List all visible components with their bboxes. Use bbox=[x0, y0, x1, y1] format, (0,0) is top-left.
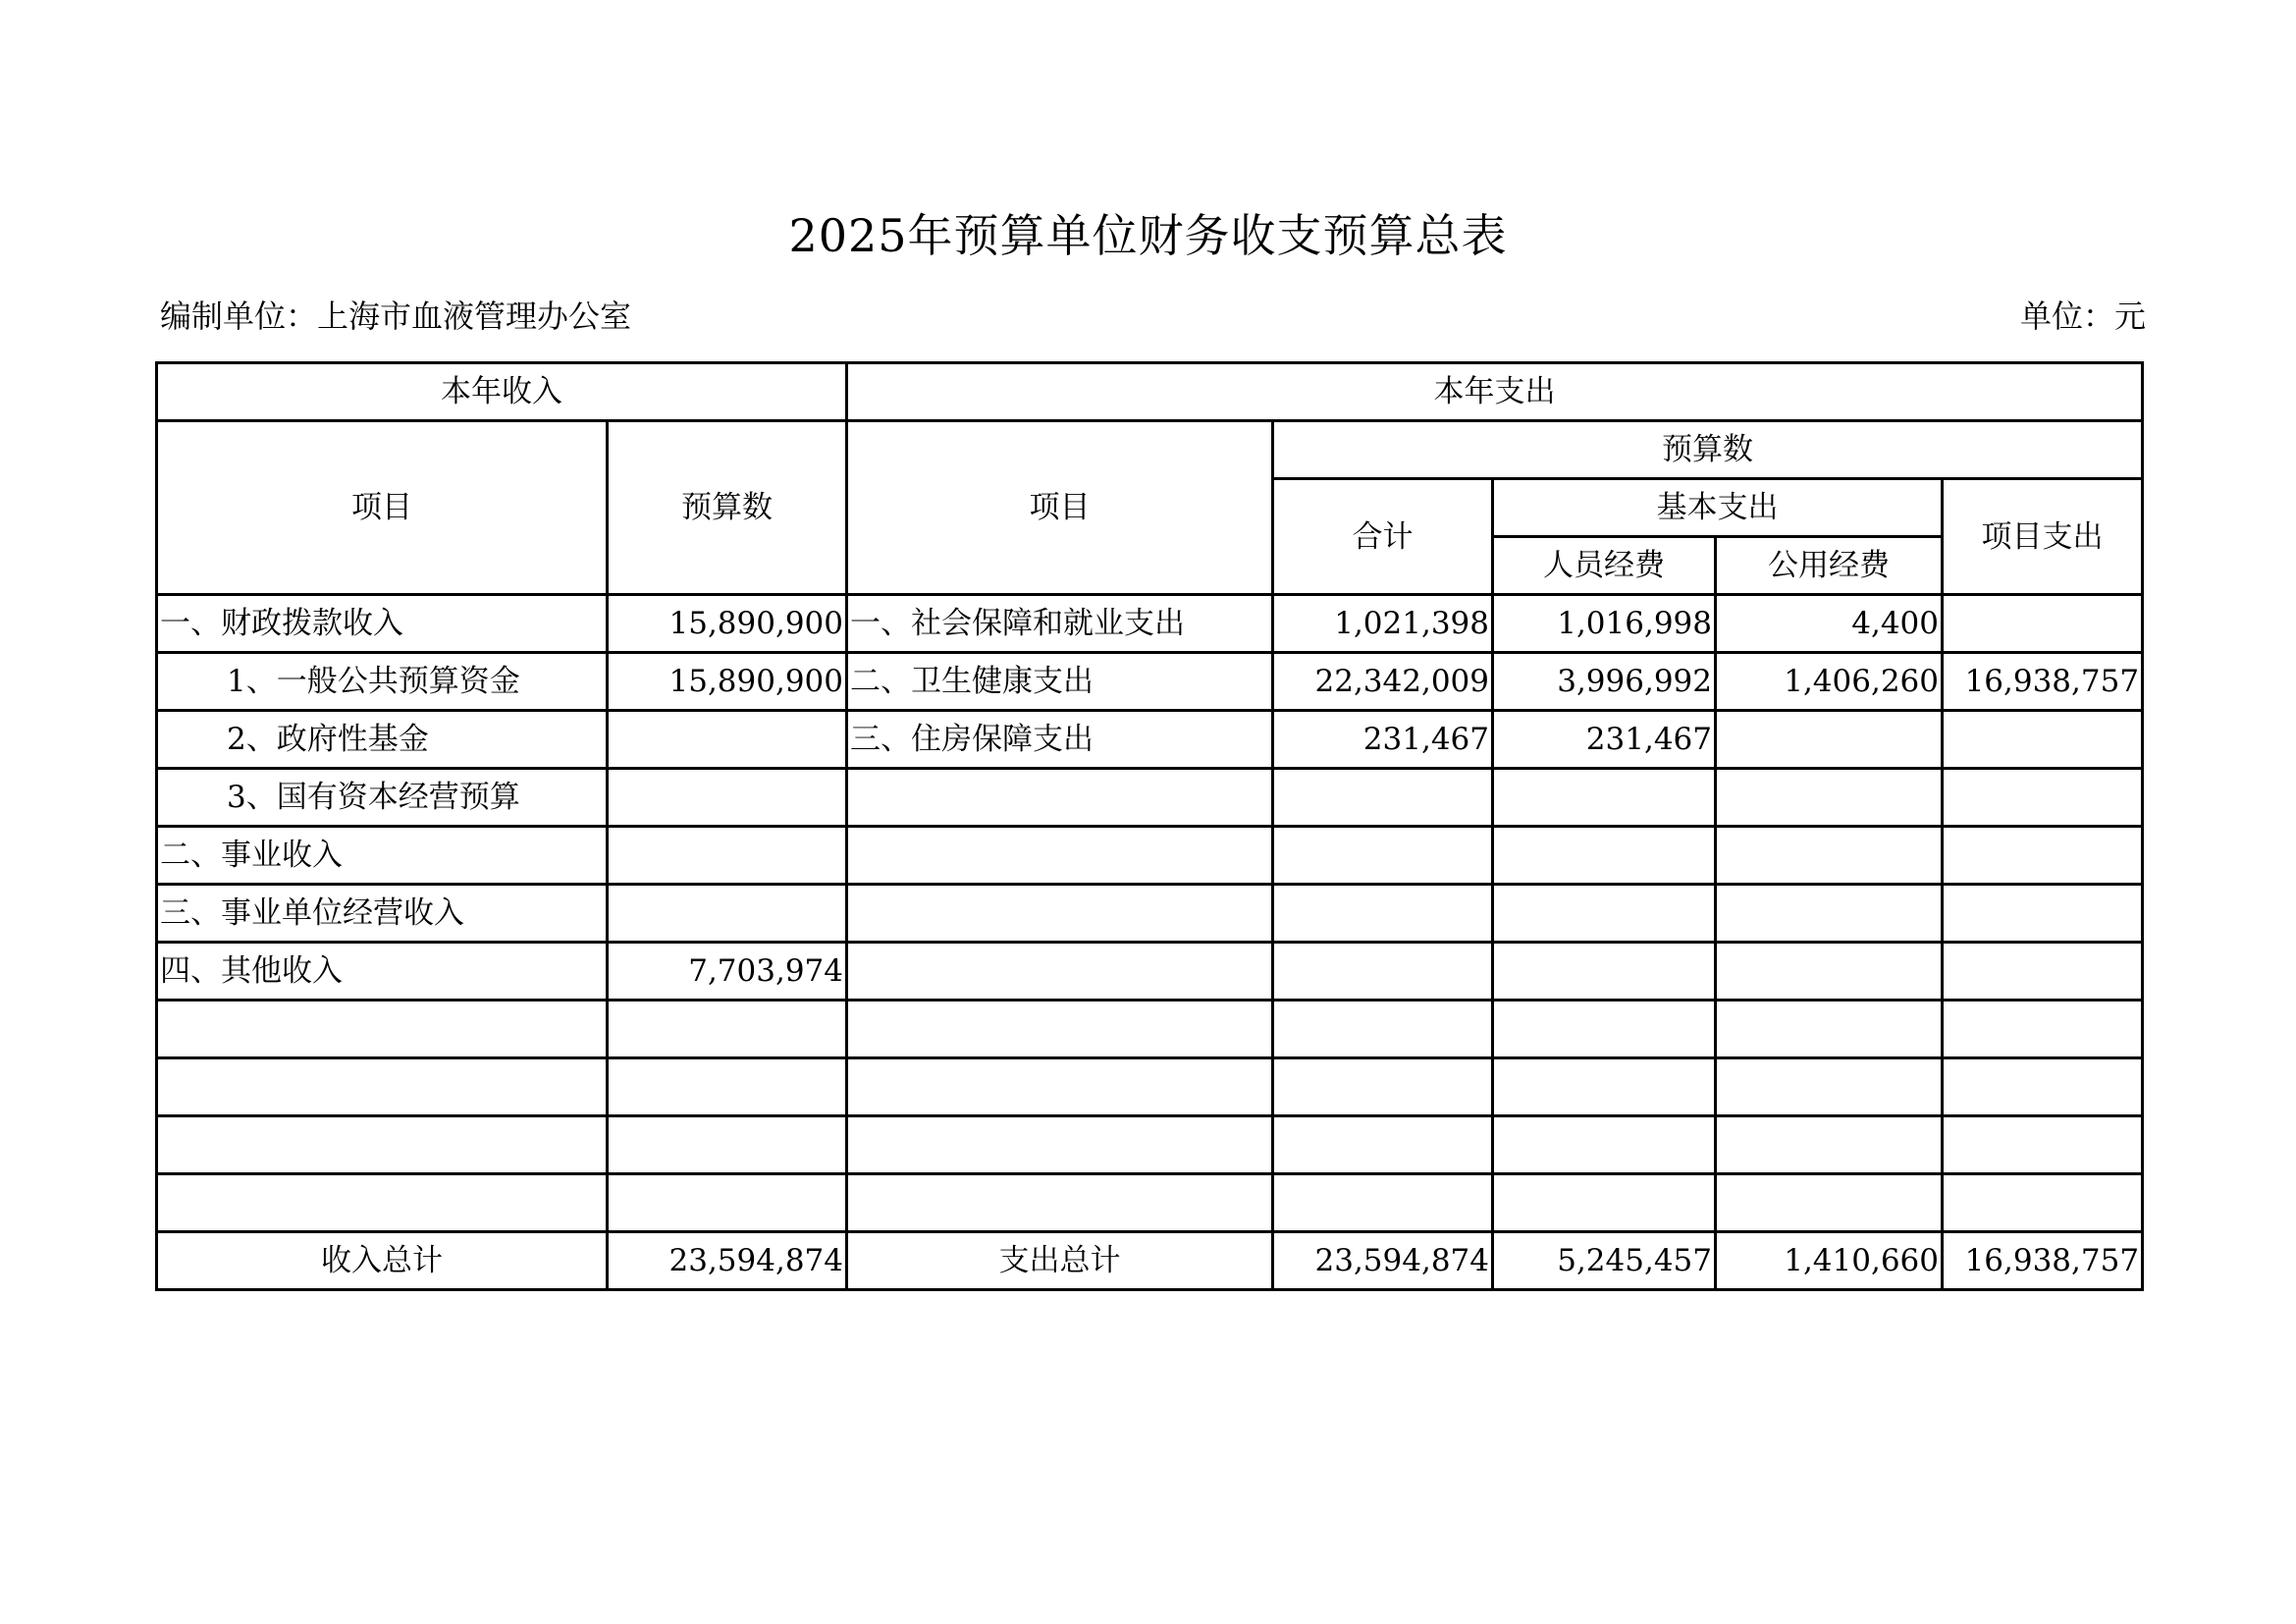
personnel-cell: 231,467 bbox=[1493, 711, 1716, 769]
income-amount-cell bbox=[608, 885, 847, 943]
project-cell bbox=[1943, 943, 2143, 1001]
personnel-cell: 3,996,992 bbox=[1493, 653, 1716, 711]
income-item-cell: 二、事业收入 bbox=[157, 827, 608, 885]
table-row bbox=[157, 943, 2143, 1001]
expense-item-header: 项目 bbox=[847, 421, 1273, 595]
project-cell bbox=[1943, 1058, 2143, 1116]
expense-item-cell bbox=[847, 943, 1273, 1001]
table-row bbox=[157, 1001, 2143, 1058]
public-cell bbox=[1716, 885, 1943, 943]
org-label: 编制单位：上海市血液管理办公室 bbox=[160, 298, 632, 335]
income-amount-cell: 15,890,900 bbox=[608, 595, 847, 653]
expense-item-cell bbox=[847, 1058, 1273, 1116]
expense-total-cell bbox=[1273, 827, 1493, 885]
expense-item-cell: 一、社会保障和就业支出 bbox=[847, 595, 1273, 653]
public-total: 1,410,660 bbox=[1716, 1232, 1943, 1290]
income-amount-cell bbox=[608, 769, 847, 827]
expense-total-cell: 231,467 bbox=[1273, 711, 1493, 769]
table-row bbox=[157, 653, 2143, 711]
personnel-cell bbox=[1493, 769, 1716, 827]
project-cell bbox=[1943, 827, 2143, 885]
expense-total-cell bbox=[1273, 1116, 1493, 1174]
personnel-cell bbox=[1493, 827, 1716, 885]
project-cell bbox=[1943, 1116, 2143, 1174]
personnel-cell bbox=[1493, 885, 1716, 943]
expense-item-cell bbox=[847, 1001, 1273, 1058]
personnel-cell bbox=[1493, 943, 1716, 1001]
personnel-cell bbox=[1493, 1116, 1716, 1174]
project-expense-header: 项目支出 bbox=[1943, 479, 2143, 595]
income-item-cell: 一、财政拨款收入 bbox=[157, 595, 608, 653]
project-cell bbox=[1943, 711, 2143, 769]
table-row bbox=[157, 595, 2143, 653]
project-cell bbox=[1943, 1001, 2143, 1058]
personnel-cell: 1,016,998 bbox=[1493, 595, 1716, 653]
project-cell bbox=[1943, 1174, 2143, 1232]
income-budget-header: 预算数 bbox=[608, 421, 847, 595]
public-cell bbox=[1716, 1001, 1943, 1058]
expense-item-cell bbox=[847, 1116, 1273, 1174]
income-item-cell bbox=[157, 1174, 608, 1232]
expense-total-label: 支出总计 bbox=[847, 1232, 1273, 1290]
expense-item-cell: 三、住房保障支出 bbox=[847, 711, 1273, 769]
expense-total-cell: 22,342,009 bbox=[1273, 653, 1493, 711]
expense-total-cell bbox=[1273, 1001, 1493, 1058]
total-header: 合计 bbox=[1273, 479, 1493, 595]
income-amount-cell: 15,890,900 bbox=[608, 653, 847, 711]
table-row bbox=[157, 827, 2143, 885]
project-cell bbox=[1943, 595, 2143, 653]
income-section-header: 本年收入 bbox=[157, 363, 847, 421]
public-cell bbox=[1716, 711, 1943, 769]
project-cell bbox=[1943, 885, 2143, 943]
public-cell bbox=[1716, 1058, 1943, 1116]
totals-row bbox=[157, 1232, 2143, 1290]
income-amount-cell bbox=[608, 1001, 847, 1058]
income-item-cell bbox=[157, 1058, 608, 1116]
personnel-header: 人员经费 bbox=[1493, 537, 1716, 595]
expense-total-cell bbox=[1273, 1174, 1493, 1232]
income-total-amount: 23,594,874 bbox=[608, 1232, 847, 1290]
income-item-cell: 三、事业单位经营收入 bbox=[157, 885, 608, 943]
public-cell bbox=[1716, 769, 1943, 827]
personnel-total: 5,245,457 bbox=[1493, 1232, 1716, 1290]
expense-item-cell: 二、卫生健康支出 bbox=[847, 653, 1273, 711]
income-item-cell: 四、其他收入 bbox=[157, 943, 608, 1001]
public-header: 公用经费 bbox=[1716, 537, 1943, 595]
table-row bbox=[157, 885, 2143, 943]
income-item-cell: 2、政府性基金 bbox=[157, 711, 608, 769]
expense-total-cell bbox=[1273, 943, 1493, 1001]
expense-item-cell bbox=[847, 827, 1273, 885]
income-total-label: 收入总计 bbox=[157, 1232, 608, 1290]
public-cell: 4,400 bbox=[1716, 595, 1943, 653]
income-amount-cell bbox=[608, 711, 847, 769]
expense-total-amount: 23,594,874 bbox=[1273, 1232, 1493, 1290]
public-cell bbox=[1716, 1174, 1943, 1232]
public-cell: 1,406,260 bbox=[1716, 653, 1943, 711]
expense-section-header: 本年支出 bbox=[847, 363, 2143, 421]
income-amount-cell bbox=[608, 1174, 847, 1232]
income-amount-cell bbox=[608, 827, 847, 885]
income-item-cell: 1、一般公共预算资金 bbox=[157, 653, 608, 711]
project-total: 16,938,757 bbox=[1943, 1232, 2143, 1290]
expense-item-cell bbox=[847, 885, 1273, 943]
basic-expense-header: 基本支出 bbox=[1493, 479, 1943, 537]
table-row bbox=[157, 711, 2143, 769]
unit-label: 单位：元 bbox=[2019, 298, 2146, 335]
income-item-cell bbox=[157, 1001, 608, 1058]
table-row bbox=[157, 1174, 2143, 1232]
personnel-cell bbox=[1493, 1174, 1716, 1232]
expense-budget-header: 预算数 bbox=[1273, 421, 2143, 479]
public-cell bbox=[1716, 943, 1943, 1001]
table-row bbox=[157, 1058, 2143, 1116]
income-item-cell: 3、国有资本经营预算 bbox=[157, 769, 608, 827]
project-cell bbox=[1943, 769, 2143, 827]
income-amount-cell bbox=[608, 1058, 847, 1116]
expense-item-cell bbox=[847, 769, 1273, 827]
project-cell: 16,938,757 bbox=[1943, 653, 2143, 711]
expense-total-cell bbox=[1273, 769, 1493, 827]
income-item-cell bbox=[157, 1116, 608, 1174]
expense-item-cell bbox=[847, 1174, 1273, 1232]
public-cell bbox=[1716, 827, 1943, 885]
expense-total-cell bbox=[1273, 885, 1493, 943]
expense-total-cell bbox=[1273, 1058, 1493, 1116]
budget-table bbox=[155, 361, 2144, 1291]
public-cell bbox=[1716, 1116, 1943, 1174]
table-row bbox=[157, 1116, 2143, 1174]
personnel-cell bbox=[1493, 1001, 1716, 1058]
table-row bbox=[157, 769, 2143, 827]
income-amount-cell: 7,703,974 bbox=[608, 943, 847, 1001]
page-title: 2025年预算单位财务收支预算总表 bbox=[788, 209, 1508, 262]
income-item-header: 项目 bbox=[157, 421, 608, 595]
income-amount-cell bbox=[608, 1116, 847, 1174]
expense-total-cell: 1,021,398 bbox=[1273, 595, 1493, 653]
personnel-cell bbox=[1493, 1058, 1716, 1116]
